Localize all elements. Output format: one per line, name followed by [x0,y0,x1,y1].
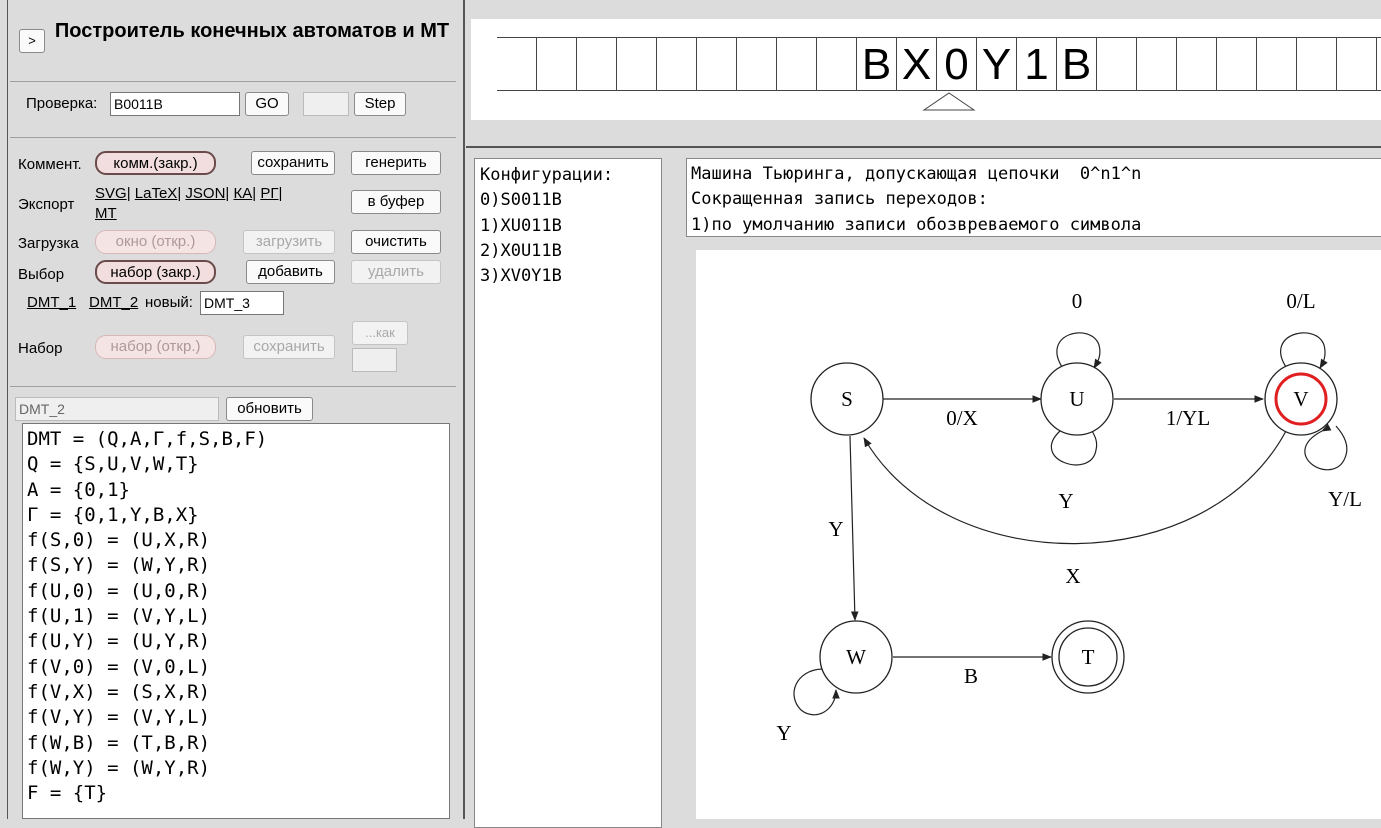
tape-cell [777,38,817,91]
new-machine-label: новый: [145,294,193,311]
transition-label: Y/L [1328,487,1362,511]
state-label: U [1069,387,1085,411]
check-label: Проверка: [26,95,98,112]
code-line: Q = {S,U,V,W,T} [27,453,199,476]
divider [10,81,456,82]
description-line: Машина Тьюринга, допускающая цепочки 0^n1^n [691,164,1142,184]
tape-cell [1097,38,1137,91]
transition-label: Y [828,517,844,541]
machine-link-dmt2[interactable]: DMT_2 [89,294,139,311]
configuration-item: 3)XV0Y1B [480,266,562,287]
tape-head-icon [921,91,977,113]
tape-cell: B [857,38,897,91]
machine-name-input[interactable]: DMT_2 [15,397,219,421]
export-latex-link[interactable]: LaTeX [134,185,178,202]
load-label: Загрузка [18,235,79,252]
tape-panel [471,19,1381,120]
state-label: V [1293,387,1309,411]
code-line: f(S,Y) = (W,Y,R) [27,554,211,577]
export-ka-link[interactable]: КА [233,185,253,202]
generate-button[interactable]: генерить [351,151,441,175]
tape-cell [577,38,617,91]
export-rg-link[interactable]: РГ [260,185,279,202]
transition-label: Y [776,721,792,745]
code-line: f(U,Y) = (U,Y,R) [27,630,211,653]
configuration-item: 1)XU011B [480,215,562,236]
transition-label: B [963,664,979,688]
save-comment-button[interactable]: сохранить [251,151,335,175]
comment-toggle[interactable]: комм.(закр.) [95,151,216,175]
transition-label: Y [1058,489,1074,513]
save-set-button[interactable]: сохранить [243,335,335,359]
state-label: S [841,387,853,411]
save-as-input[interactable] [352,348,397,372]
comment-label: Коммент. [18,156,82,173]
state-s[interactable] [811,363,883,435]
machine-link-dmt1[interactable]: DMT_1 [27,294,77,311]
step-field[interactable] [303,92,349,116]
export-json-link[interactable]: JSON [185,185,226,202]
configuration-item: 0)S0011B [480,190,562,211]
code-line: f(V,Y) = (V,Y,L) [27,706,211,729]
refresh-button[interactable]: обновить [226,397,313,421]
tape-cell [1137,38,1177,91]
configurations-panel [474,158,662,828]
tape-cell [1337,38,1377,91]
state-t-accepting[interactable] [1052,621,1124,693]
state-u[interactable] [1041,363,1113,435]
code-line: f(V,X) = (S,X,R) [27,680,211,703]
configuration-item: 2)X0U11B [480,240,562,261]
code-line: A = {0,1} [27,478,130,501]
code-line: Γ = {0,1,Y,B,X} [27,503,199,526]
copy-to-buffer-button[interactable]: в буфер [351,190,441,214]
export-links [95,184,340,224]
link-separator: | [225,185,230,202]
new-machine-input[interactable]: DMT_3 [200,291,284,315]
state-label: T [1081,645,1095,669]
tape-cell: 1 [1017,38,1057,91]
tape-cell [737,38,777,91]
transition-label: 0 [1071,289,1083,313]
code-line: F = {T} [27,782,108,805]
transition-label: X [1065,564,1081,588]
set-window-toggle[interactable]: набор (откр.) [95,335,216,359]
set-label: Набор [18,340,63,357]
tape-cell: Y [977,38,1017,91]
tape-cell [657,38,697,91]
machine-definition-editor[interactable] [22,423,450,819]
load-window-toggle[interactable]: окно (откр.) [95,230,216,254]
toggle-sidebar-button[interactable]: > [19,29,45,53]
tape-cell [1217,38,1257,91]
clear-button[interactable]: очистить [351,230,441,254]
state-diagram [696,250,1381,819]
code-line: DMT = (Q,A,Γ,f,S,B,F) [27,428,268,450]
state-label: W [846,645,866,669]
add-button[interactable]: добавить [246,260,335,284]
transition-label: 1/YL [1165,406,1211,430]
code-line: f(U,0) = (U,0,R) [27,579,211,602]
load-button[interactable]: загрузить [243,230,335,254]
tape-cell: B [1057,38,1097,91]
divider [10,137,456,138]
transition-v-s [864,431,1286,544]
select-set-toggle[interactable]: набор (закр.) [95,260,216,284]
tape-cell [697,38,737,91]
export-label: Экспорт [18,196,75,213]
tape-cell [617,38,657,91]
transition-s-w [850,436,855,620]
sidebar-right-border [463,0,465,819]
select-label: Выбор [18,266,65,283]
export-svg-link[interactable]: SVG [95,185,127,202]
code-line: f(W,B) = (T,B,R) [27,731,211,754]
transition-label: 0/X [946,406,978,430]
code-line: f(U,1) = (V,Y,L) [27,605,211,628]
tape-cell [1297,38,1337,91]
divider [10,386,456,387]
go-button[interactable]: GO [245,92,289,116]
configurations-title: Конфигурации: [480,165,614,185]
description-line: Сокращенная запись переходов: [691,189,988,210]
export-mt-link[interactable]: МТ [95,205,117,222]
step-button[interactable]: Step [354,92,406,116]
link-separator: | [126,185,131,202]
sidebar [0,0,466,819]
save-as-button[interactable]: ...как [352,321,408,345]
self-loop-u-bottom [1051,431,1096,465]
app-title: Построитель конечных автоматов и МТ [54,20,450,42]
transition-label: 0/L [1286,289,1316,313]
code-line: f(W,Y) = (W,Y,R) [27,756,211,779]
sidebar-left-border [7,0,8,819]
state-w[interactable] [820,621,892,693]
machine-description[interactable] [686,158,1381,237]
tape-cell [1257,38,1297,91]
tape-cell [537,38,577,91]
link-separator: | [177,185,182,202]
tape-cell [817,38,857,91]
tape-cell: X [897,38,937,91]
state-v-current[interactable] [1265,363,1337,435]
code-line: f(S,0) = (U,X,R) [27,529,211,552]
link-separator: | [252,185,257,202]
tape-cell-current: 0 [937,38,977,91]
tape-cell [1377,38,1381,91]
tape-cell [1177,38,1217,91]
description-line: 1)по умолчанию записи обозвреваемого символа [691,214,1142,235]
state-diagram-panel [696,250,1381,819]
tape-cell [497,38,537,91]
check-input[interactable]: B0011B [110,92,240,116]
code-line: f(V,0) = (V,0,L) [27,655,211,678]
delete-button[interactable]: удалить [351,260,441,284]
tape-area-divider [466,146,1381,148]
link-separator: | [278,185,283,202]
